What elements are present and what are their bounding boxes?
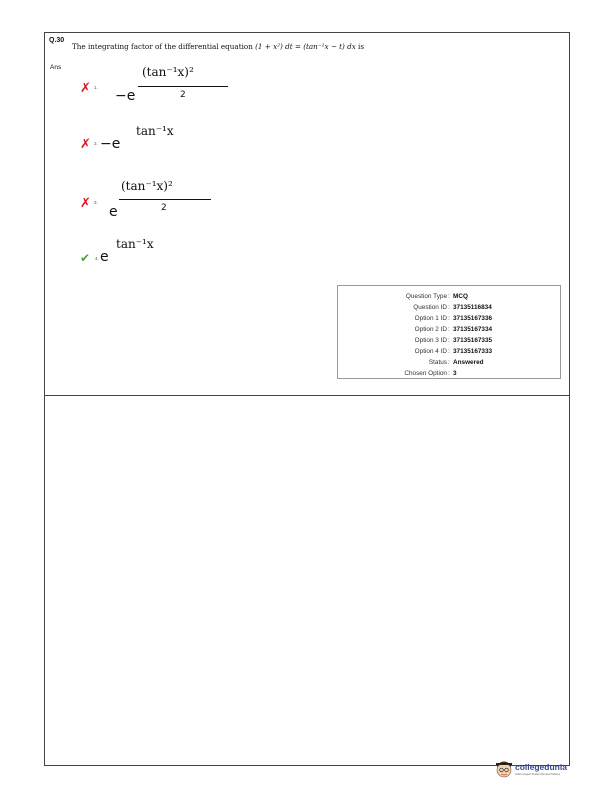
collegedunia-logo bbox=[495, 757, 567, 781]
answer-label: Ans bbox=[50, 64, 62, 71]
info-separator: : bbox=[448, 315, 450, 322]
info-label: Option 2 ID bbox=[414, 326, 447, 333]
question-info-panel bbox=[337, 285, 561, 379]
option-number: 3. bbox=[94, 200, 98, 205]
info-separator: : bbox=[448, 370, 450, 377]
info-value: 37135167333 bbox=[453, 348, 493, 355]
info-row-option-2-id bbox=[338, 326, 562, 336]
option-base: −e bbox=[115, 88, 136, 104]
option-number: 4. bbox=[95, 256, 99, 261]
option-exponent: tan⁻¹x bbox=[116, 237, 154, 251]
info-label: Question ID bbox=[413, 304, 447, 311]
question-text bbox=[72, 42, 364, 51]
info-row-status bbox=[338, 359, 562, 369]
info-separator: : bbox=[448, 337, 450, 344]
info-value: 37135167335 bbox=[453, 337, 493, 344]
option-exponent-denominator: 2 bbox=[180, 90, 186, 100]
check-icon: ✔ bbox=[80, 251, 91, 265]
logo-name: collegedunia bbox=[515, 762, 567, 772]
question-panel bbox=[45, 33, 569, 396]
info-row-option-1-id bbox=[338, 315, 562, 325]
info-separator: : bbox=[448, 304, 450, 311]
info-separator: : bbox=[448, 326, 450, 333]
option-base: e bbox=[100, 249, 109, 265]
info-value: 37135167336 bbox=[453, 315, 493, 322]
info-value: 37135116834 bbox=[453, 304, 492, 311]
info-value: MCQ bbox=[453, 293, 468, 300]
question-text-suffix: is bbox=[355, 42, 365, 51]
fraction-bar bbox=[138, 86, 228, 87]
question-frame bbox=[44, 32, 570, 766]
info-label: Option 1 ID bbox=[414, 315, 447, 322]
info-label: Chosen Option bbox=[404, 370, 447, 377]
info-separator: : bbox=[448, 359, 450, 366]
option-base: e bbox=[109, 204, 118, 220]
info-label: Question Type bbox=[405, 293, 447, 300]
option-base: −e bbox=[100, 136, 121, 152]
fraction-bar bbox=[119, 199, 211, 200]
info-separator: : bbox=[448, 348, 450, 355]
info-row-question-type bbox=[338, 293, 562, 303]
option-exponent-numerator: (tan⁻¹x)² bbox=[121, 179, 173, 193]
option-exponent-numerator: (tan⁻¹x)² bbox=[142, 65, 194, 79]
logo-tagline: India's largest Student Review Platform bbox=[515, 773, 561, 776]
option-number: 1. bbox=[94, 85, 98, 90]
info-row-chosen-option bbox=[338, 370, 562, 380]
info-row-option-3-id bbox=[338, 337, 562, 347]
info-separator: : bbox=[448, 293, 450, 300]
info-label: Option 4 ID bbox=[414, 348, 447, 355]
question-text-prefix: The integrating factor of the differential equation bbox=[72, 42, 256, 51]
info-value: 37135167334 bbox=[453, 326, 493, 333]
question-number: Q.30 bbox=[49, 37, 65, 44]
option-exponent-denominator: 2 bbox=[161, 203, 167, 213]
info-label: Status bbox=[428, 359, 447, 366]
option-number: 2. bbox=[94, 141, 98, 146]
info-value: 3 bbox=[453, 370, 457, 377]
cross-icon: ✗ bbox=[80, 196, 91, 211]
option-exponent: tan⁻¹x bbox=[136, 124, 174, 138]
info-label: Option 3 ID bbox=[414, 337, 447, 344]
cross-icon: ✗ bbox=[80, 81, 91, 96]
cross-icon: ✗ bbox=[80, 137, 91, 152]
info-value: Answered bbox=[453, 359, 484, 366]
info-row-question-id bbox=[338, 304, 562, 314]
question-equation: (1 + x²) dt = (tan⁻¹x − t) dx bbox=[255, 42, 356, 51]
mascot-icon bbox=[495, 759, 513, 779]
info-row-option-4-id bbox=[338, 348, 562, 358]
